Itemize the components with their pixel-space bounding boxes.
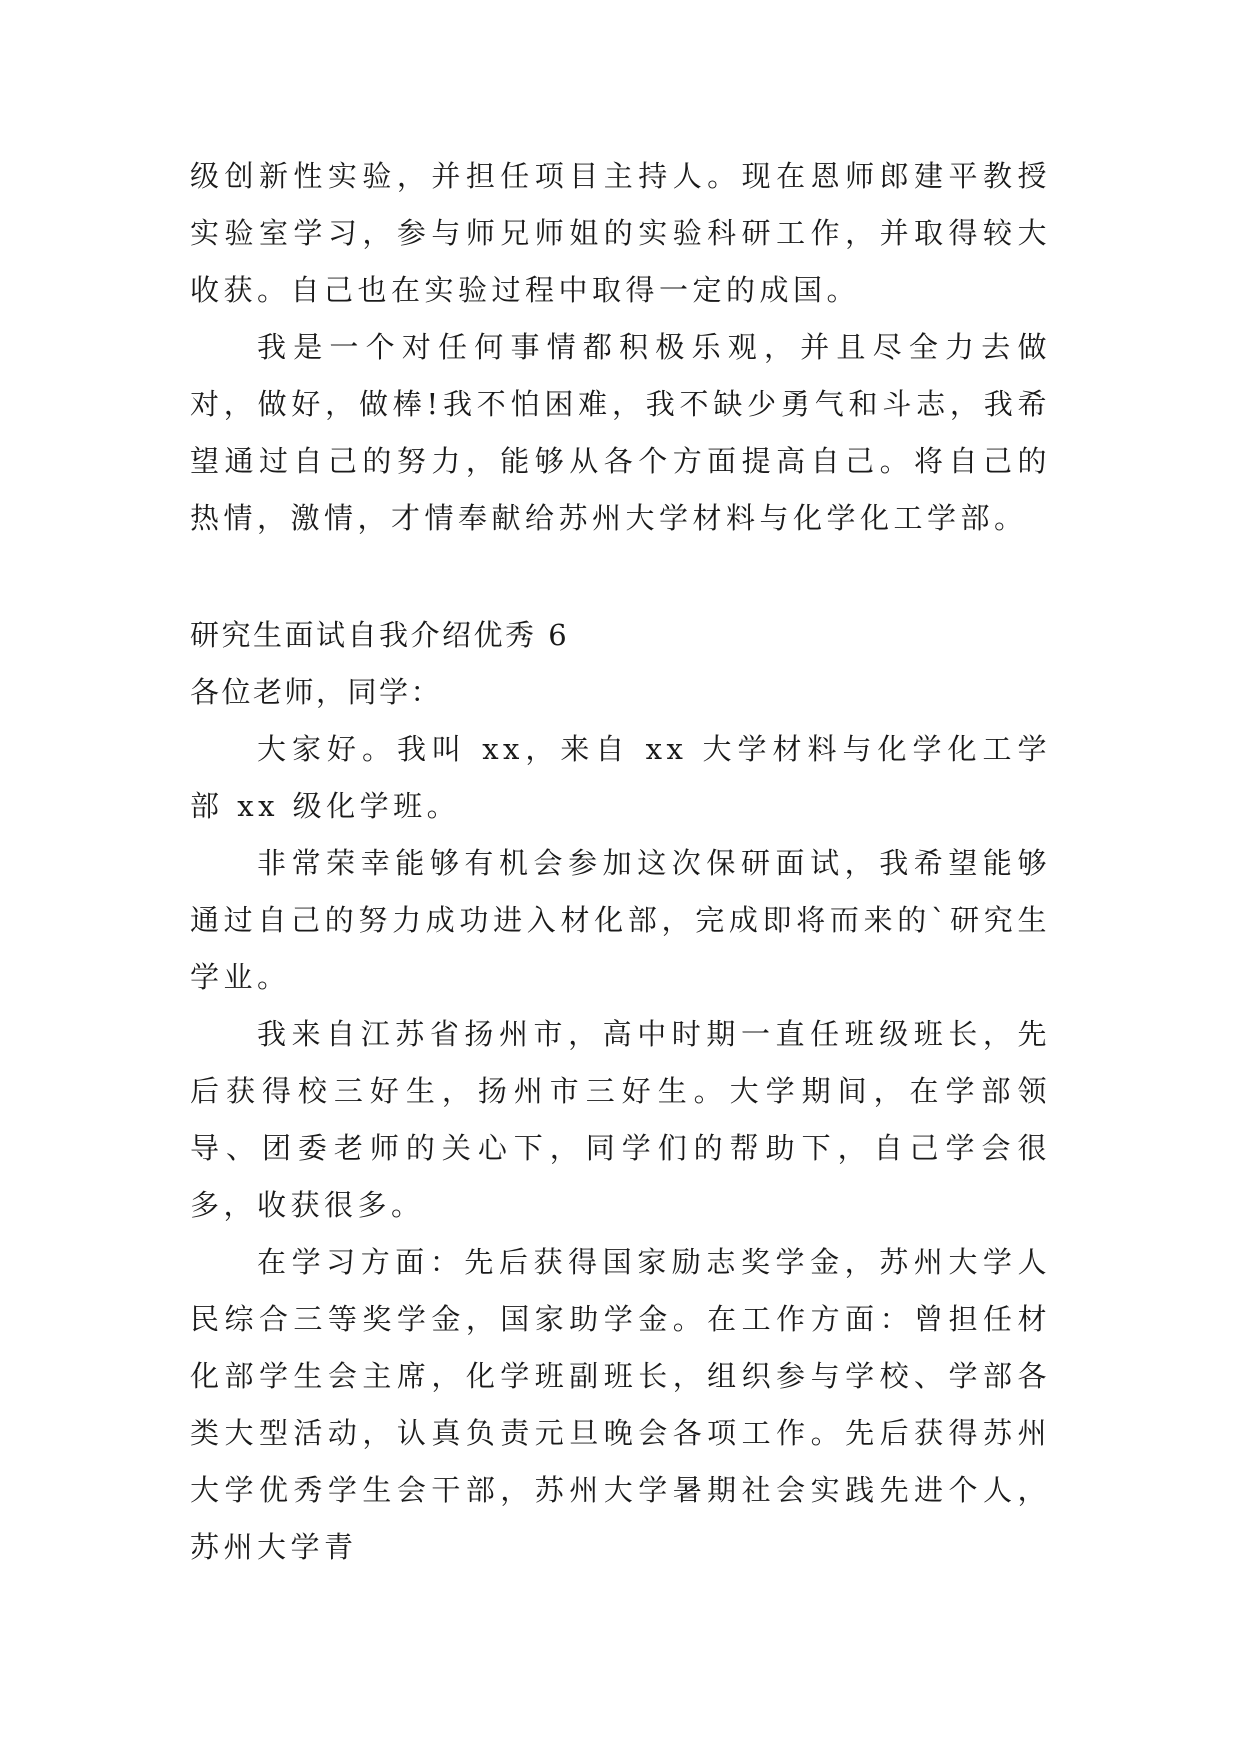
section-spacer (190, 547, 1051, 607)
greeting: 各位老师，同学： (190, 675, 443, 709)
paragraph-achievements: 在学习方面：先后获得国家励志奖学金，苏州大学人民综合三等奖学金，国家助学金。在工作方面：曾担任材化部学生会主席，化学班副班长，组织参与学校、学部各类大型活动，认真负责元旦晚会各项工作。先后获得苏州大学优秀学生会干部，苏州大学暑期社会实践先进个人，苏州大学青 (190, 1245, 1051, 1564)
carryover-paragraph: 级创新性实验，并担任项目主持人。现在恩师郎建平教授实验室学习，参与师兄师姐的实验科研工作，并取得较大收获。自己也在实验过程中取得一定的成国。 (190, 159, 1051, 307)
paragraph-attitude: 我是一个对任何事情都积极乐观，并且尽全力去做对，做好，做棒!我不怕困难，我不缺少勇气和斗志，我希望通过自己的努力，能够从各个方面提高自己。将自己的热情，激情，才情奉献给苏州大学材料与化学化工学部。 (190, 330, 1051, 535)
paragraph-honor: 非常荣幸能够有机会参加这次保研面试，我希望能够通过自己的努力成功进入材化部，完成即将而来的`研究生学业。 (190, 846, 1051, 994)
paragraph-intro: 大家好。我叫 xx，来自 xx 大学材料与化学化工学部 xx 级化学班。 (190, 732, 1051, 823)
section-title: 研究生面试自我介绍优秀 6 (190, 618, 570, 652)
paragraph-background: 我来自江苏省扬州市，高中时期一直任班级班长，先后获得校三好生，扬州市三好生。大学期间，在学部领导、团委老师的关心下，同学们的帮助下，自己学会很多，收获很多。 (190, 1017, 1051, 1222)
